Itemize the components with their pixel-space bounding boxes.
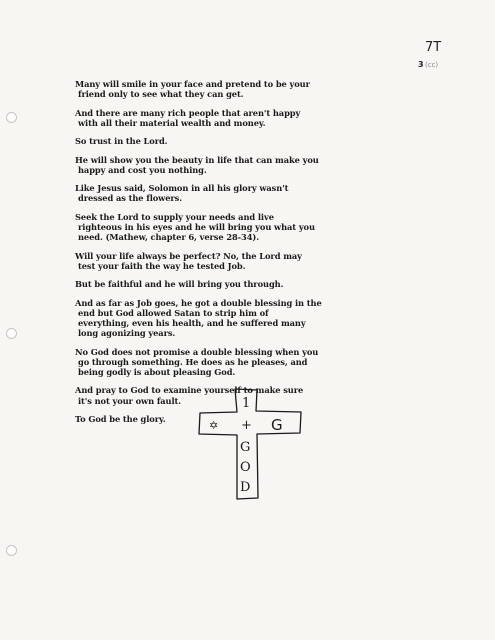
text-line: test your faith the way he tested Job.	[78, 260, 246, 271]
text-line: being godly is about pleasing God.	[78, 366, 236, 377]
text-line: And pray to God to examine yourself to make sure	[75, 385, 304, 396]
punch-hole	[6, 328, 17, 339]
paragraph	[75, 251, 420, 271]
text-line: Many will smile in your face and pretend to be your	[75, 79, 310, 89]
paragraph	[75, 347, 420, 378]
text-line: Like Jesus said, Solomon in all his glory wasn't	[75, 183, 289, 194]
text-line: righteous in his eyes and he will bring you what you	[78, 221, 315, 232]
text-line: long agonizing years.	[78, 328, 176, 339]
text-line: Will your life always be perfect? No, the Lord may	[75, 250, 302, 261]
cross-letter: 1	[242, 396, 251, 411]
text-line: And as far as Job goes, he got a double blessing in the	[75, 297, 322, 308]
paragraph	[75, 298, 420, 339]
cross-letter: +	[241, 418, 252, 433]
text-line: happy and cost you nothing.	[78, 164, 207, 175]
text-line: Seek the Lord to supply your needs and live	[75, 211, 274, 222]
body-text	[75, 79, 420, 432]
page-number-note: (cc)	[425, 61, 439, 69]
text-line: To God be the glory.	[75, 413, 166, 424]
text-line: He will show you the beauty in life that can make you	[75, 154, 319, 165]
punch-hole	[6, 545, 17, 556]
text-line: go through something. He does as he pleases, and	[78, 356, 308, 367]
text-line: But be faithful and he will bring you through.	[75, 279, 284, 290]
text-line: need. (Mathew, chapter 6, verse 28-34).	[78, 232, 259, 243]
text-line: everything, even his health, and he suffered many	[78, 317, 306, 328]
paragraph	[75, 155, 420, 175]
paragraph	[75, 136, 420, 146]
star-of-david-icon: ✡	[209, 419, 219, 432]
text-line: it's not your own fault.	[78, 395, 182, 406]
paragraph	[75, 212, 420, 243]
text-line: And there are many rich people that aren't happy	[75, 107, 301, 118]
paragraph	[75, 79, 420, 99]
text-line: So trust in the Lord.	[75, 136, 168, 147]
text-line: friend only to see what they can get.	[78, 89, 244, 100]
handwritten-corner-number: 7T	[425, 40, 442, 55]
page-number: 3	[418, 60, 424, 69]
cross-letter: G	[240, 440, 251, 455]
cross-drawing	[195, 385, 305, 505]
text-line: with all their material wealth and money.	[78, 117, 266, 128]
paragraph	[75, 183, 420, 203]
paragraph	[75, 279, 420, 289]
paragraph	[75, 108, 420, 128]
punch-hole	[6, 112, 17, 123]
text-line: end but God allowed Satan to strip him of	[78, 307, 269, 318]
cross-letter: D	[240, 480, 251, 495]
text-line: dressed as the flowers.	[78, 193, 183, 204]
g-letter-symbol: G	[271, 416, 283, 434]
cross-letter: O	[240, 460, 251, 475]
text-line: No God does not promise a double blessing when you	[75, 346, 319, 357]
